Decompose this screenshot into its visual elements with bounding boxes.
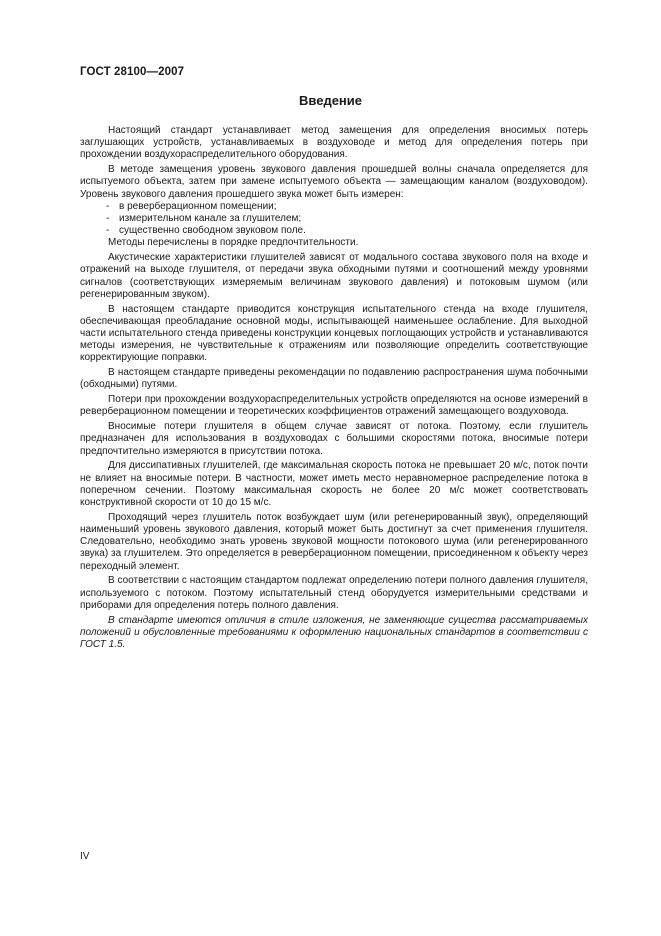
list-item-text: существенно свободном звуковом поле. bbox=[119, 225, 306, 237]
paragraph: Проходящий через глушитель поток возбуждает шум (или регенерированный звук), определяющий наименьший уровень звукового давления, который может быть достигнут за счет применения глушителя. Следовательно, необходимо знать уровень звуковой мощности потокового шума (или регенерированного звука) за глушителем. Это определяется в реверберационном помещении, присоединенном к объекту через переходный элемент. bbox=[80, 511, 588, 572]
paragraph: Настоящий стандарт устанавливает метод замещения для определения вносимых потерь заглушающих устройств, устанавливаемых в воздуховоде и метод для определения потерь при прохождении воздухораспределительного оборудования. bbox=[80, 125, 588, 161]
paragraph: Акустические характеристики глушителей зависят от модального состава звукового поля на входе и отражений на выходе глушителя, от передачи звука обходными путями и соотношений между уровнями сигналов (соответствующих измеряемым величинам звукового давления) и потоковым шумом (или регенерированным звуком). bbox=[80, 252, 588, 300]
document-header: ГОСТ 28100—2007 bbox=[80, 66, 185, 78]
paragraph: В настоящем стандарте приведены рекомендации по подавлению распространения шума побочными (обходными) путями. bbox=[80, 367, 588, 391]
list-item bbox=[106, 213, 588, 225]
list-marker: - bbox=[106, 213, 110, 225]
measurement-list bbox=[106, 201, 588, 238]
paragraph: Для диссипативных глушителей, где максимальная скорость потока не превышает 20 м/с, поток почти не влияет на вносимые потери. В частности, может иметь место неравномерное распределение потока в поперечном сечении. Поэтому максимальная скорость не более 20 м/с может соответствовать конструктивной скорости от 10 до 15 м/с. bbox=[80, 460, 588, 509]
paragraph: В методе замещения уровень звукового давления прошедшей волны сначала определяется для испытуемого объекта, затем при замене испытуемого объекта — замещающим каналом (воздуховодом). Уровень звукового давления прошедшего звука может быть измерен: bbox=[80, 164, 588, 200]
paragraph: Вносимые потери глушителя в общем случае зависят от потока. Поэтому, если глушитель предназначен для использования в воздуховодах с большими скоростями потока, вносимые потери предпочтительно измеряются в присутствии потока. bbox=[80, 421, 588, 457]
section-title: Введение bbox=[299, 93, 362, 108]
list-marker: - bbox=[106, 200, 110, 212]
list-item-text: в реверберационном помещении; bbox=[119, 200, 277, 212]
paragraph: В настоящем стандарте приводится конструкция испытательного стенда на входе глушителя, обеспечивающая преобладание основной моды, испытывающей наименьшее ослабление. Для выходной части испытательного стенда приведены конструкции концевых поглощающих устройств и устанавливаются методы измерения, не чувствительные к отражениям или позволяющие определить соответствующие корректирующие поправки. bbox=[80, 303, 588, 364]
document-body bbox=[80, 125, 588, 651]
editorial-note: В стандарте имеются отличия в стиле изложения, не заменяющие существа рассматриваемых положений и обусловленные требованиями к оформлению национальных стандартов в соответствии с ГОСТ 1.5. bbox=[80, 614, 588, 651]
paragraph: Потери при прохождении воздухораспределительных устройств определяются на основе измерений в реверберационном помещении и теоретических коэффициентов отражений замещающего воздуховода. bbox=[80, 394, 588, 418]
list-item-text: измерительном канале за глушителем; bbox=[119, 213, 302, 225]
paragraph: Методы перечислены в порядке предпочтительности. bbox=[108, 237, 359, 249]
page-number: IV bbox=[80, 851, 90, 862]
list-item bbox=[106, 201, 588, 213]
paragraph: В соответствии с настоящим стандартом подлежат определению потери полного давления глушителя, используемого с потоком. Поэтому испытательный стенд оборудуется измерительными средствами и приборами для определения потерь полного давления. bbox=[80, 575, 588, 611]
list-marker: - bbox=[106, 225, 110, 237]
list-item bbox=[106, 225, 588, 237]
